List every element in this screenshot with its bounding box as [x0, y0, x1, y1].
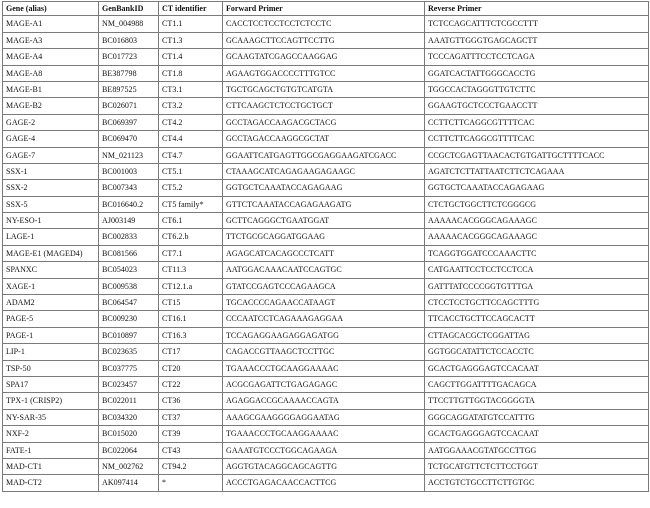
- cell-genbank-id: BC009230: [99, 311, 159, 327]
- cell-genbank-id: BC001003: [99, 163, 159, 179]
- cell-genbank-id: BC034320: [99, 409, 159, 425]
- table-row: [3, 196, 649, 212]
- header-row: [3, 2, 649, 16]
- cell-gene: ADAM2: [3, 295, 99, 311]
- cell-gene: GAGE-2: [3, 114, 99, 130]
- cell-ct-identifier: CT11.3: [159, 262, 223, 278]
- cell-gene: MAD-CT2: [3, 475, 99, 491]
- table-row: [3, 311, 649, 327]
- cell-ct-identifier: CT20: [159, 360, 223, 376]
- cell-gene: MAGE-B1: [3, 81, 99, 97]
- cell-forward-primer: AGAGGACCGCAAAACCAGTA: [223, 393, 425, 409]
- table-row: [3, 32, 649, 48]
- cell-forward-primer: AGAGCATCACAGCCCTCATT: [223, 245, 425, 261]
- cell-forward-primer: CTAAAGCATCAGAGAAGAGAAGC: [223, 163, 425, 179]
- cell-genbank-id: AJ003149: [99, 213, 159, 229]
- cell-genbank-id: BC081566: [99, 245, 159, 261]
- cell-forward-primer: GCAAAGCTTCCAGTTCCTTG: [223, 32, 425, 48]
- table-row: [3, 245, 649, 261]
- cell-ct-identifier: CT1.1: [159, 16, 223, 32]
- cell-ct-identifier: CT4.2: [159, 114, 223, 130]
- cell-reverse-primer: TGGCCACTAGGGTTGTCTTC: [425, 81, 649, 97]
- cell-forward-primer: AGGTGTACAGGCAGCAGTTG: [223, 458, 425, 474]
- cell-ct-identifier: CT37: [159, 409, 223, 425]
- cell-forward-primer: AAAGCGAAGGGGAGGAATAG: [223, 409, 425, 425]
- cell-gene: MAGE-A8: [3, 65, 99, 81]
- cell-gene: SSX-1: [3, 163, 99, 179]
- cell-ct-identifier: CT4.7: [159, 147, 223, 163]
- cell-ct-identifier: CT5.2: [159, 180, 223, 196]
- cell-forward-primer: GGTGCTCAAATACCAGAGAAG: [223, 180, 425, 196]
- cell-genbank-id: BC023635: [99, 344, 159, 360]
- cell-genbank-id: NM_021123: [99, 147, 159, 163]
- cell-ct-identifier: CT6.1: [159, 213, 223, 229]
- cell-ct-identifier: *: [159, 475, 223, 491]
- cell-genbank-id: BC022064: [99, 442, 159, 458]
- cell-gene: PAGE-5: [3, 311, 99, 327]
- cell-gene: FATE-1: [3, 442, 99, 458]
- cell-reverse-primer: CTCTGCTGGCTTCTCGGGCG: [425, 196, 649, 212]
- table-row: [3, 131, 649, 147]
- cell-reverse-primer: AAAAACACGGGCAGAAAGC: [425, 229, 649, 245]
- table-row: [3, 163, 649, 179]
- table-row: [3, 81, 649, 97]
- cell-ct-identifier: CT12.1.a: [159, 278, 223, 294]
- cell-genbank-id: BC064547: [99, 295, 159, 311]
- cell-ct-identifier: CT39: [159, 426, 223, 442]
- cell-reverse-primer: GGGCAGGATATGTCCATTTG: [425, 409, 649, 425]
- table-row: [3, 327, 649, 343]
- table-row: [3, 65, 649, 81]
- table-row: [3, 442, 649, 458]
- cell-reverse-primer: AAAAACACGGGCAGAAAGC: [425, 213, 649, 229]
- table-row: [3, 180, 649, 196]
- cell-forward-primer: TGAAACCCTGCAAGGAAAAC: [223, 360, 425, 376]
- cell-gene: SPA17: [3, 376, 99, 392]
- cell-gene: SPANXC: [3, 262, 99, 278]
- cell-reverse-primer: CTCCTCCTGCTTCCAGCTTTG: [425, 295, 649, 311]
- cell-gene: MAGE-B2: [3, 98, 99, 114]
- table-row: [3, 376, 649, 392]
- cell-gene: SSX-2: [3, 180, 99, 196]
- table-row: [3, 147, 649, 163]
- table-row: [3, 458, 649, 474]
- cell-gene: LIP-1: [3, 344, 99, 360]
- cell-ct-identifier: CT16.1: [159, 311, 223, 327]
- primer-table: [2, 1, 649, 492]
- cell-gene: MAGE-A3: [3, 32, 99, 48]
- cell-ct-identifier: CT17: [159, 344, 223, 360]
- cell-genbank-id: BC026071: [99, 98, 159, 114]
- cell-reverse-primer: GGAAGTGCTCCCTGAACCTT: [425, 98, 649, 114]
- cell-reverse-primer: GCACTGAGGGAGTCCACAAT: [425, 426, 649, 442]
- header-forward-primer: Forward Primer: [223, 2, 425, 16]
- cell-ct-identifier: CT4.4: [159, 131, 223, 147]
- cell-forward-primer: ACGCGAGATTCTGAGAGAGC: [223, 376, 425, 392]
- cell-forward-primer: AGAAGTGGACCCCTTTGTCC: [223, 65, 425, 81]
- cell-gene: TPX-1 (CRISP2): [3, 393, 99, 409]
- cell-gene: GAGE-7: [3, 147, 99, 163]
- cell-reverse-primer: TCTGCATGTTCTCTTCCTGGT: [425, 458, 649, 474]
- cell-forward-primer: GCCTAGACCAAGGCGCTAT: [223, 131, 425, 147]
- cell-genbank-id: BC015020: [99, 426, 159, 442]
- table-row: [3, 360, 649, 376]
- cell-reverse-primer: GGTGGCATATTCTCCACCTC: [425, 344, 649, 360]
- cell-forward-primer: TTCTGCGCAGGATGGAAG: [223, 229, 425, 245]
- cell-ct-identifier: CT16.3: [159, 327, 223, 343]
- cell-reverse-primer: GCACTGAGGGAGTCCACAAT: [425, 360, 649, 376]
- cell-genbank-id: NM_002762: [99, 458, 159, 474]
- cell-ct-identifier: CT15: [159, 295, 223, 311]
- cell-reverse-primer: CCTTCTTCAGGCGTTTTCAC: [425, 114, 649, 130]
- cell-ct-identifier: CT36: [159, 393, 223, 409]
- cell-ct-identifier: CT1.8: [159, 65, 223, 81]
- cell-ct-identifier: CT94.2: [159, 458, 223, 474]
- cell-gene: TSP-50: [3, 360, 99, 376]
- cell-forward-primer: CTTCAAGCTCTCCTGCTGCT: [223, 98, 425, 114]
- cell-forward-primer: TGCTGCAGCTGTGTCATGTA: [223, 81, 425, 97]
- cell-ct-identifier: CT6.2.b: [159, 229, 223, 245]
- cell-reverse-primer: TTCACCTGCTTCCAGCACTT: [425, 311, 649, 327]
- cell-genbank-id: BC069470: [99, 131, 159, 147]
- cell-reverse-primer: CAGCTTGGATTTTGACAGCA: [425, 376, 649, 392]
- cell-genbank-id: BC007343: [99, 180, 159, 196]
- cell-genbank-id: BC023457: [99, 376, 159, 392]
- cell-forward-primer: GTTCTCAAATACCAGAGAAGATG: [223, 196, 425, 212]
- cell-gene: XAGE-1: [3, 278, 99, 294]
- table-row: [3, 409, 649, 425]
- cell-ct-identifier: CT43: [159, 442, 223, 458]
- cell-reverse-primer: CTTAGCACGCTCGGATTAG: [425, 327, 649, 343]
- cell-reverse-primer: GGTGCTCAAATACCAGAGAAG: [425, 180, 649, 196]
- table-row: [3, 278, 649, 294]
- cell-ct-identifier: CT1.3: [159, 32, 223, 48]
- table-row: [3, 16, 649, 32]
- cell-reverse-primer: GGATCACTATTGGGCACCTG: [425, 65, 649, 81]
- cell-forward-primer: CACCTCCTCCTCCTCTCCTC: [223, 16, 425, 32]
- cell-forward-primer: GAAATGTCCCTGGCAGAAGA: [223, 442, 425, 458]
- cell-gene: GAGE-4: [3, 131, 99, 147]
- cell-genbank-id: BC022011: [99, 393, 159, 409]
- cell-genbank-id: BC069397: [99, 114, 159, 130]
- cell-reverse-primer: AGATCTCTTATTAATCTTCTCAGAAA: [425, 163, 649, 179]
- table-row: [3, 426, 649, 442]
- cell-reverse-primer: CCGCTCGAGTTAACACTGTGATTGCTTTTCACC: [425, 147, 649, 163]
- cell-gene: PAGE-1: [3, 327, 99, 343]
- cell-ct-identifier: CT22: [159, 376, 223, 392]
- cell-genbank-id: BC002833: [99, 229, 159, 245]
- cell-ct-identifier: CT3.2: [159, 98, 223, 114]
- cell-genbank-id: BC017723: [99, 49, 159, 65]
- cell-forward-primer: TCCAGAGGAAGAGGAGATGG: [223, 327, 425, 343]
- cell-forward-primer: GCCTAGACCAAGACGCTACG: [223, 114, 425, 130]
- cell-gene: NY-ESO-1: [3, 213, 99, 229]
- cell-forward-primer: CCCAATCCTCAGAAAGAGGAA: [223, 311, 425, 327]
- cell-forward-primer: GTATCCGAGTCCCAGAAGCA: [223, 278, 425, 294]
- cell-reverse-primer: TCAGGTGGATCCCAAACTTC: [425, 245, 649, 261]
- cell-reverse-primer: AAATGTTGGGTGAGCAGCTT: [425, 32, 649, 48]
- header-gene: Gene (alias): [3, 2, 99, 16]
- table-row: [3, 49, 649, 65]
- cell-genbank-id: BC010897: [99, 327, 159, 343]
- cell-forward-primer: ACCCTGAGACAACCACTTCG: [223, 475, 425, 491]
- cell-reverse-primer: TCCCAGATTTCCTCCTCAGA: [425, 49, 649, 65]
- cell-gene: SSX-5: [3, 196, 99, 212]
- header-genbank-id: GenBankID: [99, 2, 159, 16]
- cell-reverse-primer: CCTTCTTCAGGCGTTTTCAC: [425, 131, 649, 147]
- cell-reverse-primer: GATTTATCCCCGGTGTTTGA: [425, 278, 649, 294]
- cell-reverse-primer: AATGGAAACGTATGCCTTGG: [425, 442, 649, 458]
- cell-ct-identifier: CT3.1: [159, 81, 223, 97]
- table-row: [3, 344, 649, 360]
- cell-forward-primer: TGAAACCCTGCAAGGAAAAC: [223, 426, 425, 442]
- cell-reverse-primer: TTCCTTGTTGGTACGGGGTA: [425, 393, 649, 409]
- cell-genbank-id: BC054023: [99, 262, 159, 278]
- cell-gene: MAGE-A4: [3, 49, 99, 65]
- cell-genbank-id: BE387798: [99, 65, 159, 81]
- table-row: [3, 114, 649, 130]
- cell-gene: LAGE-1: [3, 229, 99, 245]
- cell-reverse-primer: ACCTGTCTGCCTTCTTGTGC: [425, 475, 649, 491]
- cell-forward-primer: GCTTCAGGGCTGAATGGAT: [223, 213, 425, 229]
- cell-genbank-id: BC009538: [99, 278, 159, 294]
- table-row: [3, 475, 649, 491]
- table-row: [3, 393, 649, 409]
- cell-genbank-id: BC037775: [99, 360, 159, 376]
- cell-forward-primer: GCAAGTATCGAGCCAAGGAG: [223, 49, 425, 65]
- cell-gene: NXF-2: [3, 426, 99, 442]
- cell-gene: MAGE-E1 (MAGED4): [3, 245, 99, 261]
- cell-ct-identifier: CT5.1: [159, 163, 223, 179]
- cell-gene: NY-SAR-35: [3, 409, 99, 425]
- cell-gene: MAGE-A1: [3, 16, 99, 32]
- cell-genbank-id: BC016640.2: [99, 196, 159, 212]
- cell-reverse-primer: TCTCCAGCATTTCTCGCCTTT: [425, 16, 649, 32]
- cell-ct-identifier: CT1.4: [159, 49, 223, 65]
- cell-ct-identifier: CT5 family*: [159, 196, 223, 212]
- cell-reverse-primer: CATGAATTCCTCCTCCTCCA: [425, 262, 649, 278]
- cell-genbank-id: BC016803: [99, 32, 159, 48]
- table-row: [3, 262, 649, 278]
- cell-gene: MAD-CT1: [3, 458, 99, 474]
- table-row: [3, 229, 649, 245]
- table-row: [3, 213, 649, 229]
- cell-forward-primer: TGCACCCCAGAACCATAAGT: [223, 295, 425, 311]
- table-row: [3, 98, 649, 114]
- header-ct-identifier: CT identifier: [159, 2, 223, 16]
- cell-forward-primer: CAGACCGTTAAGCTCCTTGC: [223, 344, 425, 360]
- header-reverse-primer: Reverse Primer: [425, 2, 649, 16]
- cell-ct-identifier: CT7.1: [159, 245, 223, 261]
- table-row: [3, 295, 649, 311]
- cell-forward-primer: GGAATTCATGAGTTGGCGAGGAAGATCGACC: [223, 147, 425, 163]
- cell-forward-primer: AATGGACAAACAATCCAGTGC: [223, 262, 425, 278]
- cell-genbank-id: NM_004988: [99, 16, 159, 32]
- cell-genbank-id: AK097414: [99, 475, 159, 491]
- cell-genbank-id: BE897525: [99, 81, 159, 97]
